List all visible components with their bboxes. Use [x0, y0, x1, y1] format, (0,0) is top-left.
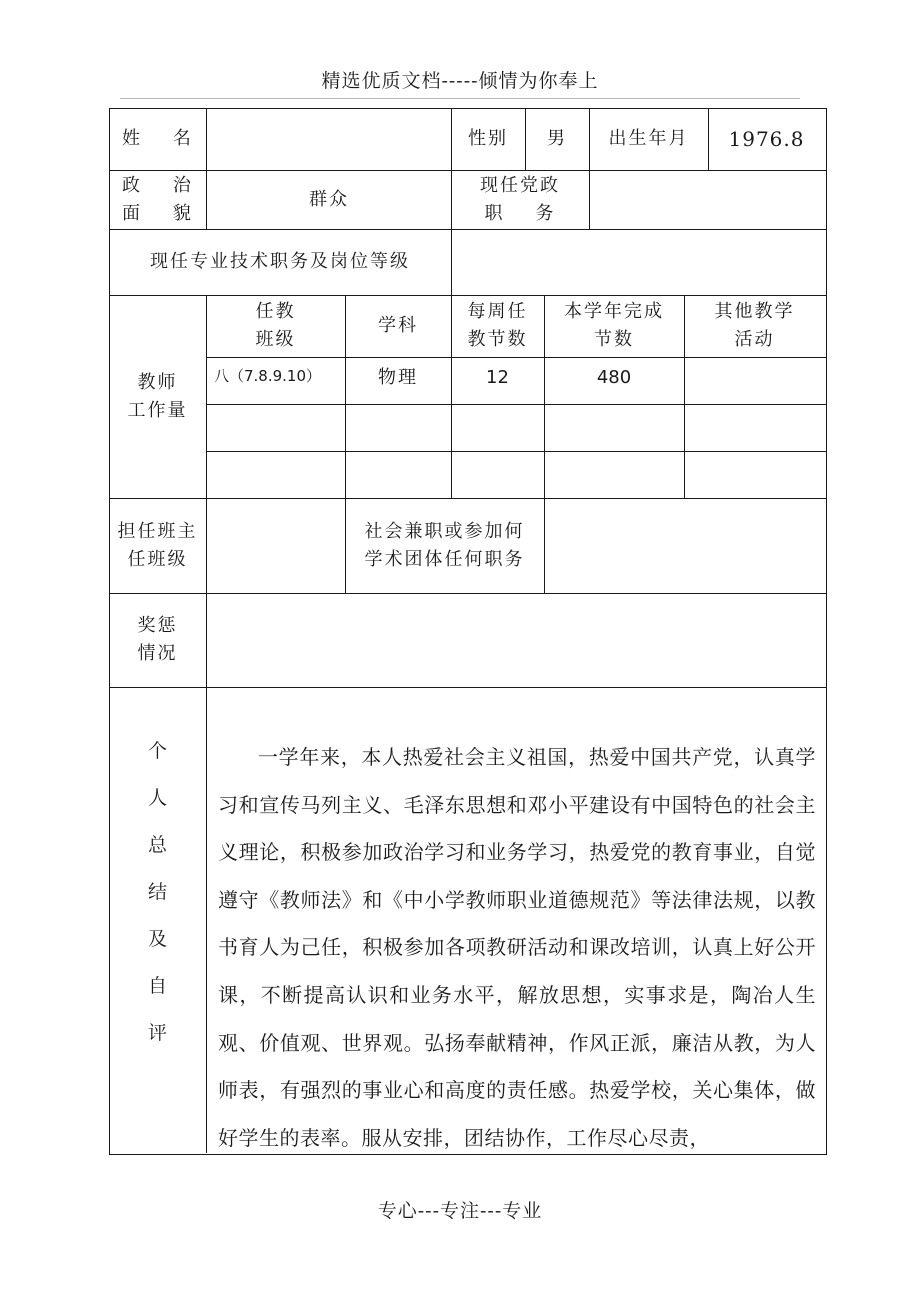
row-divider [109, 687, 826, 688]
workload-header-weekly: 每周任 教节数 [467, 301, 528, 350]
society-role-field[interactable] [544, 498, 825, 593]
summary-label: 个 人 总 结 及 自 评 [147, 740, 167, 1044]
workload-cell-other[interactable] [684, 452, 825, 498]
name-label: 姓 名 [122, 128, 193, 149]
workload-cell-subject[interactable]: 物理 [378, 367, 418, 388]
gender-label: 性别 [468, 128, 508, 149]
headteacher-label: 担任班主 任班级 [117, 520, 198, 570]
workload-cell-subject[interactable] [345, 452, 451, 498]
society-role-label: 社会兼职或参加何 学术团体任何职务 [364, 520, 525, 570]
name-field[interactable] [207, 108, 451, 170]
birth-label: 出生年月 [608, 128, 689, 149]
gender-field[interactable]: 男 [547, 128, 567, 149]
page-footer: 专心---专注---专业 [377, 1200, 543, 1222]
workload-header-subject: 学科 [378, 315, 418, 336]
workload-cell-other[interactable] [684, 405, 825, 451]
birth-field[interactable]: 1976.8 [728, 127, 805, 151]
workload-cell-completed[interactable] [544, 452, 684, 498]
workload-header-class: 任教 班级 [255, 301, 296, 350]
workload-cell-weekly[interactable] [451, 452, 544, 498]
workload-cell-weekly[interactable] [451, 405, 544, 451]
workload-cell-completed[interactable]: 480 [596, 367, 632, 388]
workload-cell-other[interactable] [684, 358, 825, 404]
workload-cell-class[interactable]: 八（7.8.9.10） [214, 367, 322, 385]
summary-text[interactable]: 一学年来，本人热爱社会主义祖国，热爱中国共产党，认真学习和宣传马列主义、毛泽东思想和邓小平建设有中国特色的社会主义理论，积极参加政治学习和业务学习，热爱党的教育事业，自觉遵守《教师法》和《中小学教师职业道德规范》等法律法规，以教书育人为己任，积极参加各项教研活动和课改培训，认真上好公开课，不断提高认识和业务水平，解放思想，实事求是，陶冶人生观、价值观、世界观。弘扬奉献精神，作风正派，廉洁从教，为人师表，有强烈的事业心和高度的责任感。热爱学校，关心集体，做好学生的表率。服从安排，团结协作，工作尽心尽责， [218, 745, 816, 1150]
headteacher-field[interactable] [206, 498, 345, 593]
workload-cell-class[interactable] [206, 405, 345, 451]
party-post-label: 现任党政 职 务 [480, 174, 560, 224]
header-divider [120, 98, 800, 99]
professional-title-field[interactable] [451, 229, 825, 295]
awards-label: 奖惩 情况 [137, 615, 178, 664]
workload-cell-weekly[interactable]: 12 [486, 367, 509, 388]
workload-cell-class[interactable] [206, 452, 345, 498]
politics-field[interactable]: 群众 [309, 188, 349, 210]
workload-header-other: 其他教学 活动 [714, 301, 795, 350]
awards-field[interactable] [206, 593, 825, 687]
workload-label: 教师 工作量 [127, 371, 188, 421]
workload-cell-subject[interactable] [345, 405, 451, 451]
politics-label: 政 治 面 貌 [122, 174, 193, 224]
workload-cell-completed[interactable] [544, 405, 684, 451]
page-header: 精选优质文档-----倾情为你奉上 [321, 70, 599, 92]
party-post-field[interactable] [589, 170, 825, 229]
workload-header-completed: 本学年完成 节数 [564, 301, 664, 350]
professional-title-label: 现任专业技术职务及岗位等级 [150, 251, 410, 272]
